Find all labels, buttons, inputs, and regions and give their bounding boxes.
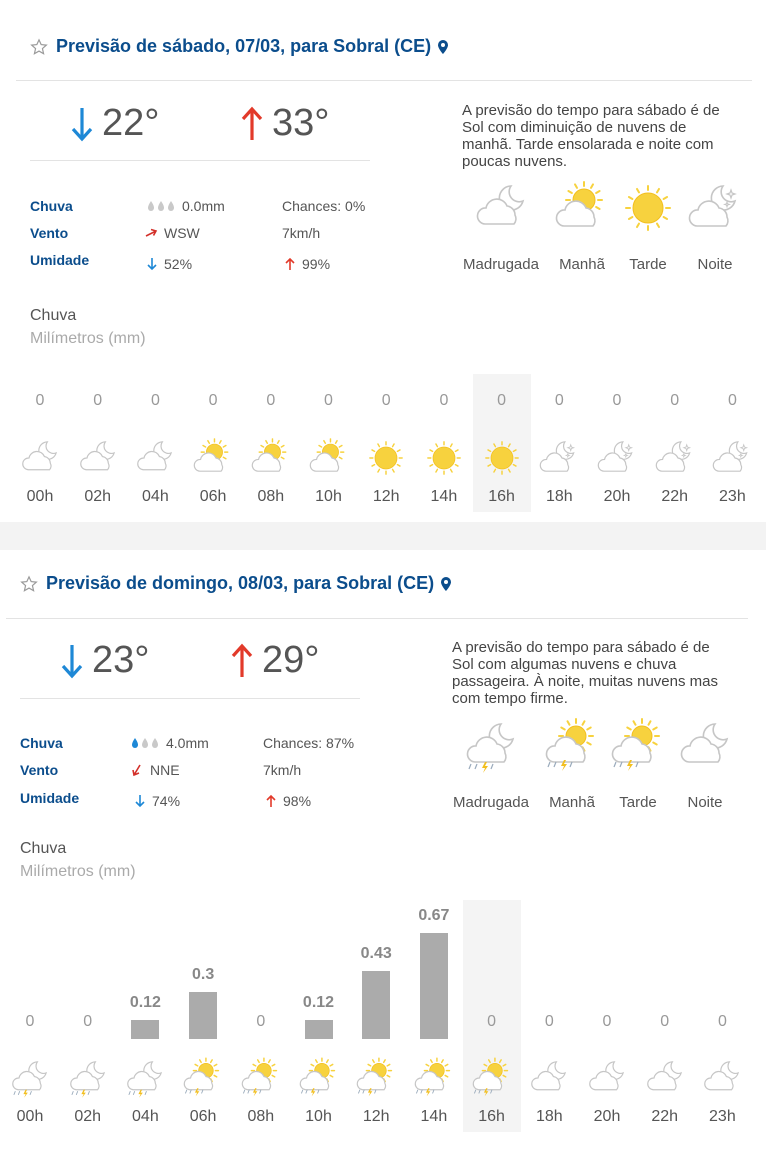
rain-chance: Chances: 87% [263, 735, 355, 751]
period-madrugada: Madrugada [450, 718, 532, 811]
hour-label-10h: 10h [315, 488, 342, 505]
humidity-min: 74% [134, 793, 180, 809]
rain-value-00h: 0 [35, 392, 45, 409]
rain-value-12h: 0 [381, 392, 391, 409]
hour-label-06h: 06h [199, 488, 227, 505]
sun-icon [422, 436, 466, 480]
rain-value-16h: 0 [497, 392, 507, 409]
wind-arrow-icon [144, 226, 158, 240]
moon-stars-cloud-icon [710, 436, 754, 480]
hour-label-04h: 04h [132, 1108, 159, 1125]
temp-divider [20, 698, 360, 699]
hour-label-02h: 02h [74, 1108, 102, 1125]
sun-cloud-icon [249, 436, 293, 480]
sun-storm-icon [297, 1056, 341, 1100]
period-noite: Noite [685, 180, 745, 273]
sun-storm-icon [354, 1056, 398, 1100]
rain-value-08h: 0 [266, 392, 276, 409]
hour-label-20h: 20h [603, 488, 631, 505]
sun-storm-icon [239, 1056, 283, 1100]
min-temp-value: 23° [92, 639, 150, 681]
hour-label-08h: 08h [247, 1108, 275, 1125]
hour-label-20h: 20h [593, 1108, 621, 1125]
rain-value-14h: 0 [439, 392, 449, 409]
hour-label-04h: 04h [142, 488, 169, 505]
moon-storm-icon [8, 1056, 52, 1100]
hour-label-16h: 16h [488, 488, 515, 505]
period-manha: Manhã [552, 180, 612, 273]
hour-label-12h: 12h [362, 1108, 390, 1125]
moon-stars-cloud-icon [653, 436, 697, 480]
chart-title: Chuva [20, 840, 67, 857]
moon-storm-icon [123, 1056, 167, 1100]
forecast-day-sunday [0, 550, 766, 1170]
max-temp-value: 29° [262, 639, 320, 681]
sun-icon [480, 436, 524, 480]
max-temperature [230, 639, 319, 682]
temp-divider [30, 160, 370, 161]
title-divider [16, 80, 752, 81]
arrow-up-small-icon [284, 257, 296, 271]
period-noite: Noite [675, 718, 735, 811]
min-temperature [70, 102, 159, 145]
rain-label: Chuva [20, 735, 63, 751]
rain-value-10h: 0.12 [302, 994, 335, 1011]
rain-bar-04h[interactable] [131, 1020, 159, 1039]
humidity-label: Umidade [20, 790, 80, 806]
rain-value-14h: 0.67 [418, 907, 450, 924]
moon-cloud-icon [585, 1056, 629, 1100]
moon-stars-cloud-icon [537, 436, 581, 480]
day-title: Previsão de sábado, 07/03, para Sobral (CE) [56, 36, 432, 56]
chart-subtitle: Milímetros (mm) [30, 330, 146, 347]
day-title: Previsão de domingo, 08/03, para Sobral (CE) [46, 573, 435, 593]
hour-label-00h: 00h [16, 1108, 44, 1125]
day-title-row [20, 573, 452, 594]
moon-stars-cloud-icon [595, 436, 639, 480]
rain-value-08h: 0 [256, 1013, 266, 1030]
period-manha: Manhã [542, 718, 602, 811]
rain-value-20h: 0 [602, 1013, 612, 1030]
forecast-day-saturday [0, 0, 766, 522]
moon-cloud-icon [76, 436, 120, 480]
raindrops-icon [130, 736, 160, 750]
hour-label-10h: 10h [305, 1108, 332, 1125]
sun-icon [618, 180, 678, 236]
hour-label-23h: 23h [719, 488, 746, 505]
arrow-down-small-icon [146, 257, 158, 271]
moon-cloud-icon [643, 1056, 687, 1100]
rain-value-04h: 0 [150, 392, 160, 409]
wind-label: Vento [20, 762, 59, 778]
day-title-row [30, 36, 449, 57]
hour-label-22h: 22h [651, 1108, 679, 1125]
forecast-description: A previsão do tempo para sábado é de Sol com diminuição de nuvens de manhã. Tarde ensolarada e noite com poucas nuvens. [462, 102, 720, 170]
max-temperature [240, 102, 329, 145]
hour-label-02h: 02h [84, 488, 112, 505]
wind-direction: WSW [144, 225, 200, 241]
rain-bar-14h[interactable] [420, 933, 448, 1039]
humidity-max: 98% [265, 793, 311, 809]
wind-label: Vento [30, 225, 69, 241]
sun-cloud-icon [307, 436, 351, 480]
moon-cloud-icon [18, 436, 62, 480]
rain-value-06h: 0.3 [191, 966, 215, 983]
chart-title: Chuva [30, 307, 77, 324]
rain-bar-06h[interactable] [189, 992, 217, 1039]
period-tarde: Tarde [608, 718, 668, 811]
hour-label-12h: 12h [372, 488, 400, 505]
rain-value-12h: 0.43 [360, 945, 392, 962]
hour-label-23h: 23h [709, 1108, 736, 1125]
period-madrugada: Madrugada [460, 180, 542, 273]
min-temperature [60, 639, 149, 682]
rain-value-18h: 0 [554, 392, 564, 409]
sun-storm-icon [608, 718, 668, 774]
rain-amount: 0.0mm [146, 198, 225, 214]
wind-arrow-icon [130, 763, 144, 777]
rain-bar-12h[interactable] [362, 971, 390, 1039]
moon-stars-cloud-icon [685, 180, 745, 236]
rain-label: Chuva [30, 198, 73, 214]
arrow-down-small-icon [134, 794, 146, 808]
moon-cloud-icon [700, 1056, 744, 1100]
arrow-up-small-icon [265, 794, 277, 808]
star-favorite-icon[interactable] [30, 38, 48, 56]
rain-value-22h: 0 [660, 1013, 670, 1030]
sun-storm-icon [470, 1056, 514, 1100]
hour-label-18h: 18h [545, 488, 573, 505]
sun-storm-icon [181, 1056, 225, 1100]
rain-amount: 4.0mm [130, 735, 209, 751]
chart-subtitle: Milímetros (mm) [20, 863, 136, 880]
wind-speed: 7km/h [263, 762, 302, 778]
hour-label-18h: 18h [535, 1108, 563, 1125]
max-temp-value: 33° [272, 102, 330, 144]
star-favorite-icon[interactable] [20, 575, 38, 593]
moon-cloud-icon [471, 180, 531, 236]
moon-cloud-icon [675, 718, 735, 774]
hour-label-00h: 00h [26, 488, 54, 505]
hour-label-06h: 06h [189, 1108, 217, 1125]
moon-storm-icon [66, 1056, 110, 1100]
rain-value-23h: 0 [717, 1013, 727, 1030]
rain-value-06h: 0 [208, 392, 218, 409]
location-pin-icon [437, 39, 449, 55]
rain-chance: Chances: 0% [282, 198, 366, 214]
rain-value-04h: 0.12 [129, 994, 161, 1011]
hour-label-08h: 08h [257, 488, 285, 505]
arrow-down-icon [60, 643, 84, 679]
title-divider [6, 618, 748, 619]
arrow-up-icon [230, 643, 254, 679]
rain-value-02h: 0 [83, 1013, 93, 1030]
humidity-min: 52% [146, 256, 192, 272]
sun-storm-icon [542, 718, 602, 774]
wind-speed: 7km/h [282, 225, 321, 241]
rain-value-16h: 0 [487, 1013, 497, 1030]
humidity-max: 99% [284, 256, 330, 272]
moon-storm-icon [461, 718, 521, 774]
hour-label-14h: 14h [430, 488, 458, 505]
section-separator [0, 522, 766, 550]
sun-storm-icon [412, 1056, 456, 1100]
moon-cloud-icon [527, 1056, 571, 1100]
sun-icon [364, 436, 408, 480]
arrow-down-icon [70, 106, 94, 142]
raindrops-icon [146, 199, 176, 213]
period-tarde: Tarde [618, 180, 678, 273]
forecast-description: A previsão do tempo para sábado é de Sol com algumas nuvens e chuva passageira. À noite, muitas nuvens mas com tempo firme. [452, 639, 718, 707]
arrow-up-icon [240, 106, 264, 142]
moon-cloud-icon [133, 436, 177, 480]
humidity-label: Umidade [30, 252, 90, 268]
location-pin-icon [440, 576, 452, 592]
rain-value-20h: 0 [612, 392, 622, 409]
hour-label-16h: 16h [478, 1108, 505, 1125]
hour-label-22h: 22h [661, 488, 689, 505]
rain-bar-10h[interactable] [305, 1020, 333, 1039]
rain-value-23h: 0 [727, 392, 737, 409]
rain-value-18h: 0 [544, 1013, 554, 1030]
rain-value-22h: 0 [670, 392, 680, 409]
rain-value-02h: 0 [93, 392, 103, 409]
rain-value-00h: 0 [25, 1013, 35, 1030]
wind-direction: NNE [130, 762, 180, 778]
hour-label-14h: 14h [420, 1108, 448, 1125]
min-temp-value: 22° [102, 102, 160, 144]
sun-cloud-icon [552, 180, 612, 236]
rain-value-10h: 0 [324, 392, 333, 409]
sun-cloud-icon [191, 436, 235, 480]
